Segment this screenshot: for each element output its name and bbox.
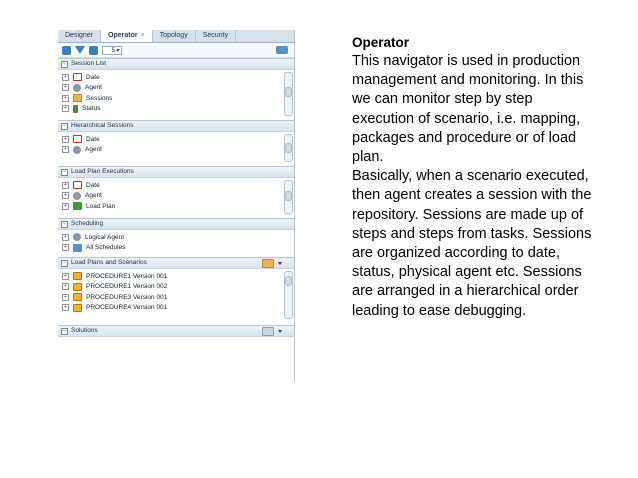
procedure-icon (73, 272, 82, 280)
count-spinner[interactable]: 5 (102, 46, 122, 55)
tree-item-procedure[interactable] (62, 292, 294, 303)
expand-icon[interactable]: + (62, 192, 69, 199)
tree-item-label: Agent (85, 146, 102, 154)
expand-icon[interactable]: + (62, 304, 69, 311)
expand-icon[interactable]: + (62, 244, 69, 251)
section-hierarchical-sessions[interactable] (58, 120, 294, 132)
view-icon[interactable] (89, 46, 98, 55)
expand-icon[interactable]: + (62, 294, 69, 301)
section-session-list[interactable] (58, 58, 294, 70)
expand-icon[interactable]: + (62, 234, 69, 241)
section-title: Session List (71, 60, 107, 67)
folder-icon (73, 94, 82, 102)
tree-item-label: PROCEDURE4 Version 001 (86, 304, 168, 312)
scrollbar-thumb[interactable] (285, 276, 292, 286)
tree-item-label: Agent (85, 84, 102, 92)
tree-item-label: Date (86, 135, 100, 143)
folder-icon[interactable] (262, 259, 274, 268)
tree-item-label: All Schedules (86, 244, 126, 252)
collapse-icon[interactable]: − (61, 61, 68, 68)
expand-icon[interactable]: + (62, 105, 69, 112)
expand-icon[interactable]: + (62, 136, 69, 143)
expand-icon[interactable]: + (62, 273, 69, 280)
collapse-icon[interactable]: − (61, 123, 68, 130)
tree-item-agent[interactable] (62, 191, 294, 202)
collapse-icon[interactable]: − (61, 260, 68, 267)
section-solutions[interactable] (58, 325, 294, 337)
load-plans-scenarios-body (58, 269, 294, 325)
section-title: Solutions (71, 327, 98, 334)
scrollbar[interactable] (284, 271, 293, 319)
tree-item-agent[interactable] (62, 83, 294, 94)
agent-icon (73, 146, 81, 154)
calendar-icon (73, 135, 82, 143)
expand-icon[interactable]: + (62, 203, 69, 210)
calendar-icon (73, 73, 82, 81)
operator-navigator-panel (58, 30, 295, 382)
expand-icon[interactable]: + (62, 84, 69, 91)
section-load-plans-scenarios[interactable] (58, 257, 294, 269)
tree-item-label: Date (86, 181, 100, 189)
tree-item-label: Load Plan (86, 202, 116, 210)
section-title: Load Plans and Scenarios (71, 259, 147, 266)
filter-icon[interactable] (75, 46, 85, 54)
logical-agent-icon (73, 233, 81, 241)
hierarchical-sessions-body (58, 132, 294, 166)
agent-icon (73, 192, 81, 200)
tree-item-status[interactable] (62, 104, 294, 115)
tree-item-procedure[interactable] (62, 282, 294, 293)
description-paragraph: This navigator is used in production management and monitoring. In this we can monitor step by step execution of scenario, i.e. mapping, packages and procedure or of load plan. (352, 53, 584, 166)
chevron-down-icon[interactable] (278, 330, 282, 333)
tree-item-label: Sessions (86, 94, 113, 102)
section-title: Scheduling (71, 220, 104, 227)
tree-item-label: Agent (85, 192, 102, 200)
close-icon[interactable]: × (140, 32, 145, 39)
procedure-icon (73, 283, 82, 291)
chevron-down-icon[interactable] (278, 262, 282, 265)
tree-item-label: Logical Agent (85, 233, 125, 241)
tree-item-load-plan[interactable] (62, 201, 294, 212)
expand-icon[interactable]: + (62, 74, 69, 81)
scrollbar-thumb[interactable] (285, 87, 292, 97)
tree-item-label: PROCEDURE3 Version 001 (86, 293, 168, 301)
description-paragraph-2: Basically, when a scenario executed, then agent creates a session with the repository. Sessions are made up of steps and steps from tasks. Sessions are organized according to date, status, physical agent etc. Sessions are arranged in a hierarchical order leading to ease debugging. (352, 168, 592, 319)
tree-item-date[interactable] (62, 180, 294, 191)
tree-item-label: PROCEDURE1 Version 002 (86, 283, 168, 291)
scrollbar[interactable] (284, 72, 293, 116)
solution-icon[interactable] (262, 327, 274, 336)
collapse-icon[interactable]: − (61, 169, 68, 176)
procedure-icon (73, 293, 82, 301)
expand-icon[interactable]: + (62, 182, 69, 189)
traffic-light-icon (73, 105, 78, 113)
tree-item-date[interactable] (62, 72, 294, 83)
section-title: Hierarchical Sessions (71, 122, 134, 129)
navigator-tabs (58, 30, 294, 43)
description-text (352, 34, 592, 321)
scrollbar[interactable] (284, 180, 293, 214)
agent-icon (73, 84, 81, 92)
scrollbar-thumb[interactable] (285, 143, 292, 153)
search-icon[interactable] (276, 46, 288, 54)
procedure-icon (73, 304, 82, 312)
tree-item-logical-agent[interactable] (62, 232, 294, 243)
navigator-toolbar (58, 43, 294, 58)
schedule-icon (73, 244, 82, 252)
expand-icon[interactable]: + (62, 95, 69, 102)
tree-item-label: Status (82, 105, 101, 113)
tree-item-date[interactable] (62, 134, 294, 145)
tree-item-sessions[interactable] (62, 93, 294, 104)
calendar-icon (73, 181, 82, 189)
tab-designer[interactable]: Designer (58, 30, 101, 42)
tab-operator[interactable] (101, 30, 153, 42)
session-list-body (58, 70, 294, 120)
load-plan-executions-body (58, 178, 294, 218)
tree-item-procedure[interactable] (62, 303, 294, 314)
scrollbar-thumb[interactable] (285, 191, 292, 201)
collapse-icon[interactable]: − (61, 328, 68, 335)
scrollbar[interactable] (284, 134, 293, 162)
load-plan-icon (73, 202, 82, 210)
tree-item-label: Date (86, 73, 100, 81)
tab-operator-label: Operator (108, 32, 138, 39)
scheduling-body (58, 230, 294, 257)
tree-item-agent[interactable] (62, 145, 294, 156)
tree-item-label: PROCEDURE1 Version 001 (86, 272, 168, 280)
section-load-plan-executions[interactable] (58, 166, 294, 178)
expand-icon[interactable]: + (62, 146, 69, 153)
tree-item-procedure[interactable] (62, 271, 294, 282)
description-heading: Operator (352, 35, 410, 50)
collapse-icon[interactable]: − (61, 221, 68, 228)
tab-security[interactable]: Security (196, 30, 236, 42)
refresh-icon[interactable] (62, 46, 71, 55)
tab-topology[interactable]: Topology (153, 30, 196, 42)
section-scheduling[interactable] (58, 218, 294, 230)
section-title: Load Plan Executions (71, 168, 134, 175)
tree-item-all-schedules[interactable] (62, 243, 294, 254)
expand-icon[interactable]: + (62, 283, 69, 290)
